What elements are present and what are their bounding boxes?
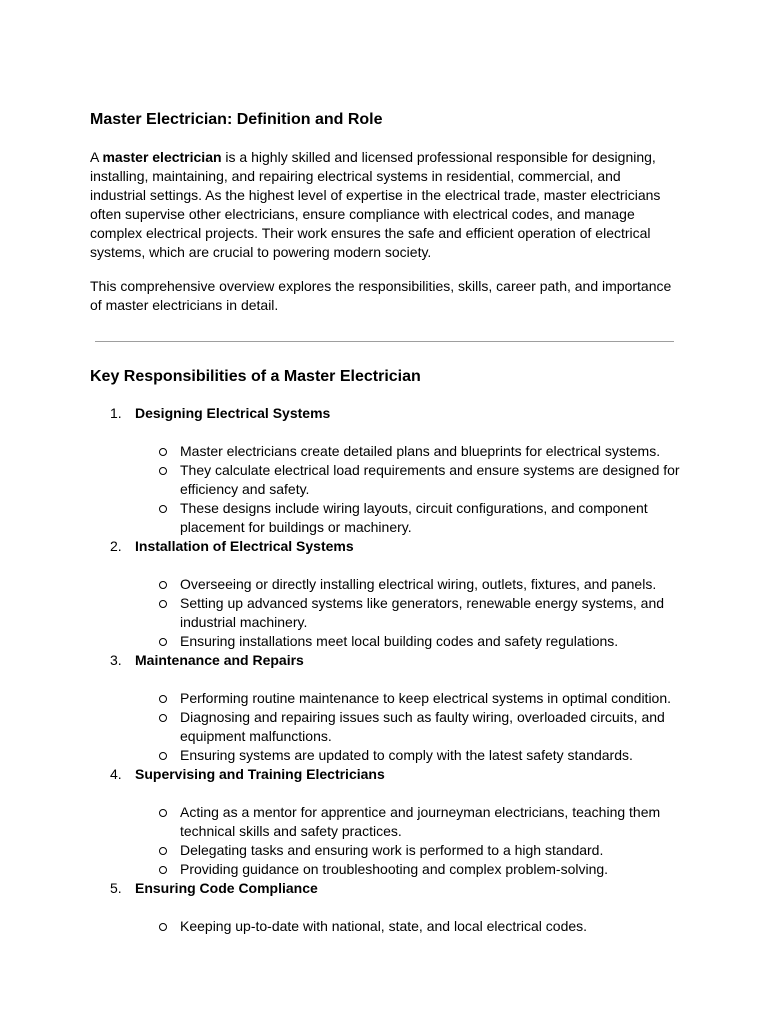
sub-bullet-list [135, 575, 680, 651]
hollow-circle-bullet-icon [159, 695, 167, 703]
sub-bullet-text: Performing routine maintenance to keep electrical systems in optimal condition. [180, 690, 672, 706]
hollow-circle-bullet-icon [159, 581, 167, 589]
list-item [90, 404, 680, 537]
list-number: 5. [110, 880, 122, 896]
sub-bullet-text: Ensuring installations meet local building codes and safety regulations. [180, 633, 619, 649]
sub-bullet-text: Delegating tasks and ensuring work is performed to a high standard. [180, 842, 604, 858]
sub-bullet-item [135, 461, 680, 499]
sub-bullet-text: Master electricians create detailed plans and blueprints for electrical systems. [180, 443, 661, 459]
list-item-title: Supervising and Training Electricians [135, 766, 385, 782]
list-number: 1. [110, 405, 122, 421]
sub-bullet-text: Diagnosing and repairing issues such as faulty wiring, overloaded circuits, and equipment malfunctions. [180, 709, 665, 744]
hollow-circle-bullet-icon [159, 467, 167, 475]
list-item-title: Maintenance and Repairs [135, 652, 304, 668]
list-item-title: Installation of Electrical Systems [135, 538, 354, 554]
responsibilities-section [90, 366, 680, 936]
intro-prefix: A [90, 149, 103, 165]
sub-bullet-item [135, 594, 680, 632]
hollow-circle-bullet-icon [159, 505, 167, 513]
sub-bullet-item [135, 575, 680, 594]
hollow-circle-bullet-icon [159, 714, 167, 722]
intro-rest: is a highly skilled and licensed professional responsible for designing, installing, maintaining, and repairing electrical systems in residential, commercial, and industrial settings. As the highest level of expertise in the electrical trade, master electricians often supervise other electricians, ensure compliance with electrical codes, and manage complex electrical projects. Their work ensures the safe and efficient operation of electrical systems, which are crucial to powering modern society. [90, 149, 661, 260]
sub-bullet-item [135, 746, 680, 765]
sub-bullet-text: Overseeing or directly installing electrical wiring, outlets, fixtures, and panels. [180, 576, 657, 592]
sub-bullet-item [135, 860, 680, 879]
sub-bullet-list [135, 917, 680, 936]
sub-bullet-text: Setting up advanced systems like generators, renewable energy systems, and industrial machinery. [180, 595, 665, 630]
list-number: 2. [110, 538, 122, 554]
horizontal-divider [95, 341, 674, 342]
sub-bullet-item [135, 689, 680, 708]
list-item [90, 765, 680, 879]
sub-bullet-text: Acting as a mentor for apprentice and journeyman electricians, teaching them technical skills and safety practices. [180, 804, 661, 839]
hollow-circle-bullet-icon [159, 752, 167, 760]
section-heading: Key Responsibilities of a Master Electrician [90, 368, 421, 385]
sub-bullet-item [135, 632, 680, 651]
sub-bullet-text: These designs include wiring layouts, circuit configurations, and component placement for buildings or machinery. [180, 500, 648, 535]
hollow-circle-bullet-icon [159, 448, 167, 456]
sub-bullet-item [135, 803, 680, 841]
sub-bullet-list [135, 803, 680, 879]
list-number: 3. [110, 652, 122, 668]
sub-bullet-item [135, 708, 680, 746]
sub-bullet-list [135, 689, 680, 765]
sub-bullet-list [135, 442, 680, 537]
page-title: Master Electrician: Definition and Role [90, 111, 383, 128]
overview-paragraph: This comprehensive overview explores the responsibilities, skills, career path, and importance of master electricians in detail. [90, 278, 672, 313]
sub-bullet-text: Ensuring systems are updated to comply with the latest safety standards. [180, 747, 633, 763]
list-item-title: Designing Electrical Systems [135, 405, 331, 421]
intro-bold-term: master electrician [102, 149, 222, 165]
list-item [90, 879, 680, 936]
sub-bullet-item [135, 841, 680, 860]
list-number: 4. [110, 766, 122, 782]
intro-paragraph [90, 148, 680, 262]
sub-bullet-item [135, 917, 680, 936]
sub-bullet-text: Providing guidance on troubleshooting and complex problem-solving. [180, 861, 609, 877]
sub-bullet-text: They calculate electrical load requirements and ensure systems are designed for efficiency and safety. [180, 462, 680, 497]
sub-bullet-item [135, 499, 680, 537]
list-item [90, 537, 680, 651]
hollow-circle-bullet-icon [159, 809, 167, 817]
hollow-circle-bullet-icon [159, 638, 167, 646]
intro-section [90, 110, 680, 330]
hollow-circle-bullet-icon [159, 866, 167, 874]
sub-bullet-text: Keeping up-to-date with national, state, and local electrical codes. [180, 918, 588, 934]
list-item-title: Ensuring Code Compliance [135, 880, 318, 896]
list-item [90, 651, 680, 765]
sub-bullet-item [135, 442, 680, 461]
hollow-circle-bullet-icon [159, 847, 167, 855]
hollow-circle-bullet-icon [159, 923, 167, 931]
hollow-circle-bullet-icon [159, 600, 167, 608]
responsibilities-list [90, 404, 680, 936]
